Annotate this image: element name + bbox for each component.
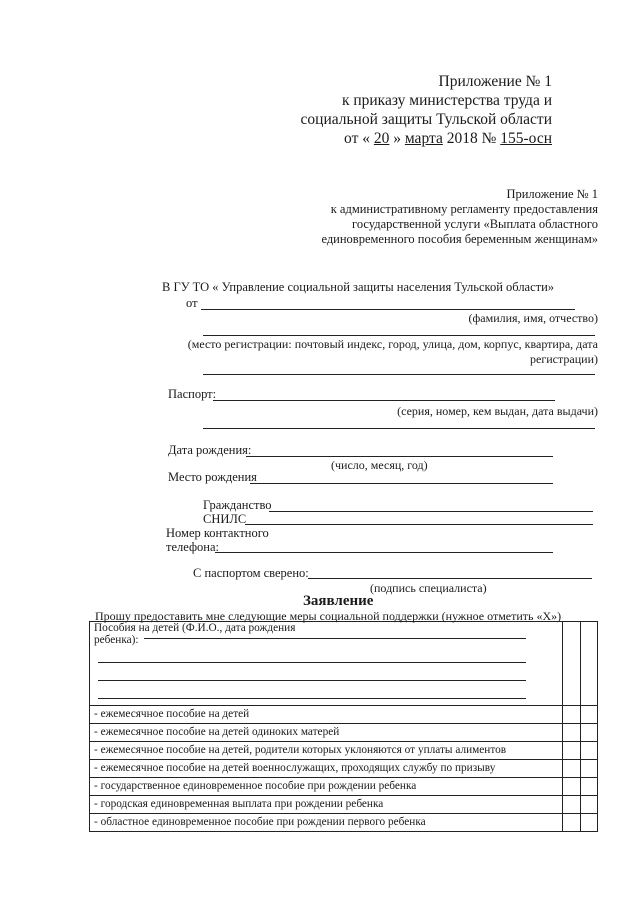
address-hint-1: (место регистрации: почтовый индекс, город, улица, дом, корпус, квартира, дата (187, 337, 598, 351)
passport-label: Паспорт: (168, 387, 217, 401)
option-mark-cell[interactable] (563, 742, 580, 760)
statement-title: Заявление (303, 593, 374, 609)
children-label-2: ребенка): (94, 634, 139, 646)
date-day: 20 (373, 130, 390, 147)
date-year: 2018 (446, 130, 478, 147)
option-mark-cell[interactable] (563, 724, 580, 742)
passport-hint: (серия, номер, кем выдан, дата выдачи) (397, 404, 598, 418)
option-extra-cell[interactable] (580, 814, 597, 832)
children-mark-cell[interactable] (563, 622, 580, 706)
birth-date-line[interactable] (246, 456, 553, 457)
regulation-line-3: государственной услуги «Выплата областного (352, 217, 598, 231)
verified-label: С паспортом сверено: (193, 566, 309, 580)
option-extra-cell[interactable] (580, 778, 597, 796)
fio-line[interactable] (201, 309, 575, 310)
snils-line[interactable] (245, 524, 593, 525)
fio-hint: (фамилия, имя, отчество) (468, 311, 598, 325)
regulation-header (321, 187, 598, 247)
addressee-from-label: от (186, 296, 198, 310)
option-row (90, 814, 598, 832)
option-mark-cell[interactable] (563, 796, 580, 814)
citizenship-label: Гражданство (203, 498, 272, 512)
option-row (90, 706, 598, 724)
address-hint-2: регистрации) (530, 352, 598, 366)
option-extra-cell[interactable] (580, 742, 597, 760)
birth-place-line[interactable] (250, 483, 553, 484)
option-row (90, 796, 598, 814)
option-label: - ежемесячное пособие на детей одиноких матерей (90, 724, 563, 742)
option-mark-cell[interactable] (563, 760, 580, 778)
appendix-ministry-line: социальной защиты Тульской области (300, 111, 552, 128)
appendix-order-line: к приказу министерства труда и (341, 92, 552, 109)
option-row (90, 724, 598, 742)
option-extra-cell[interactable] (580, 760, 597, 778)
snils-label: СНИЛС (203, 512, 247, 526)
option-mark-cell[interactable] (563, 778, 580, 796)
date-prefix: от « (344, 130, 370, 147)
option-label: - ежемесячное пособие на детей, родители которых уклоняются от уплаты алиментов (90, 742, 563, 760)
regulation-title: Приложение № 1 (506, 187, 598, 201)
option-mark-cell[interactable] (563, 814, 580, 832)
option-row (90, 742, 598, 760)
option-mark-cell[interactable] (563, 706, 580, 724)
option-row (90, 778, 598, 796)
option-row (90, 760, 598, 778)
children-line-1[interactable] (144, 638, 526, 639)
option-label: - областное единовременное пособие при рождении первого ребенка (90, 814, 563, 832)
verified-signature-line[interactable] (308, 578, 592, 579)
option-extra-cell[interactable] (580, 706, 597, 724)
verified-hint: (подпись специалиста) (370, 581, 487, 595)
children-cell (90, 622, 563, 706)
number-sign: № (481, 130, 497, 147)
option-label: - государственное единовременное пособие при рождении ребенка (90, 778, 563, 796)
option-label: - ежемесячное пособие на детей (90, 706, 563, 724)
birth-date-hint: (число, месяц, год) (331, 458, 428, 472)
appendix-date-line (301, 129, 552, 148)
date-month: марта (404, 130, 443, 147)
children-line-3[interactable] (98, 680, 526, 681)
appendix-title: Приложение № 1 (438, 73, 552, 90)
phone-label-1: Номер контактного (166, 526, 269, 540)
date-mid: » (393, 130, 401, 147)
children-row (90, 622, 598, 706)
option-label: - городская единовременная выплата при рождении ребенка (90, 796, 563, 814)
children-extra-cell[interactable] (580, 622, 597, 706)
benefits-table (89, 621, 598, 832)
children-line-4[interactable] (98, 698, 526, 699)
option-extra-cell[interactable] (580, 796, 597, 814)
children-label-1: Пособия на детей (Ф.И.О., дата рождения (94, 622, 296, 634)
phone-line[interactable] (215, 552, 553, 553)
regulation-line-2: к административному регламенту предоставления (330, 202, 598, 216)
birth-place-label: Место рождения (168, 470, 257, 484)
addressee-to: В ГУ ТО « Управление социальной защиты населения Тульской области» (162, 280, 555, 294)
order-number: 155-осн (500, 130, 552, 147)
birth-date-label: Дата рождения: (168, 443, 252, 457)
children-line-2[interactable] (98, 662, 526, 663)
appendix-header (301, 72, 552, 148)
address-line-1[interactable] (203, 335, 595, 336)
regulation-line-4: единовременного пособия беременным женщинам» (321, 232, 598, 246)
option-label: - ежемесячное пособие на детей военнослужащих, проходящих службу по призыву (90, 760, 563, 778)
statement-intro: Прошу предоставить мне следующие меры социальной поддержки (нужное отметить «Х») (95, 609, 562, 623)
citizenship-line[interactable] (269, 511, 593, 512)
phone-label-2: телефона: (166, 540, 220, 554)
passport-line[interactable] (213, 400, 555, 401)
address-line-2[interactable] (203, 374, 595, 375)
passport-line-2[interactable] (203, 428, 595, 429)
option-extra-cell[interactable] (580, 724, 597, 742)
